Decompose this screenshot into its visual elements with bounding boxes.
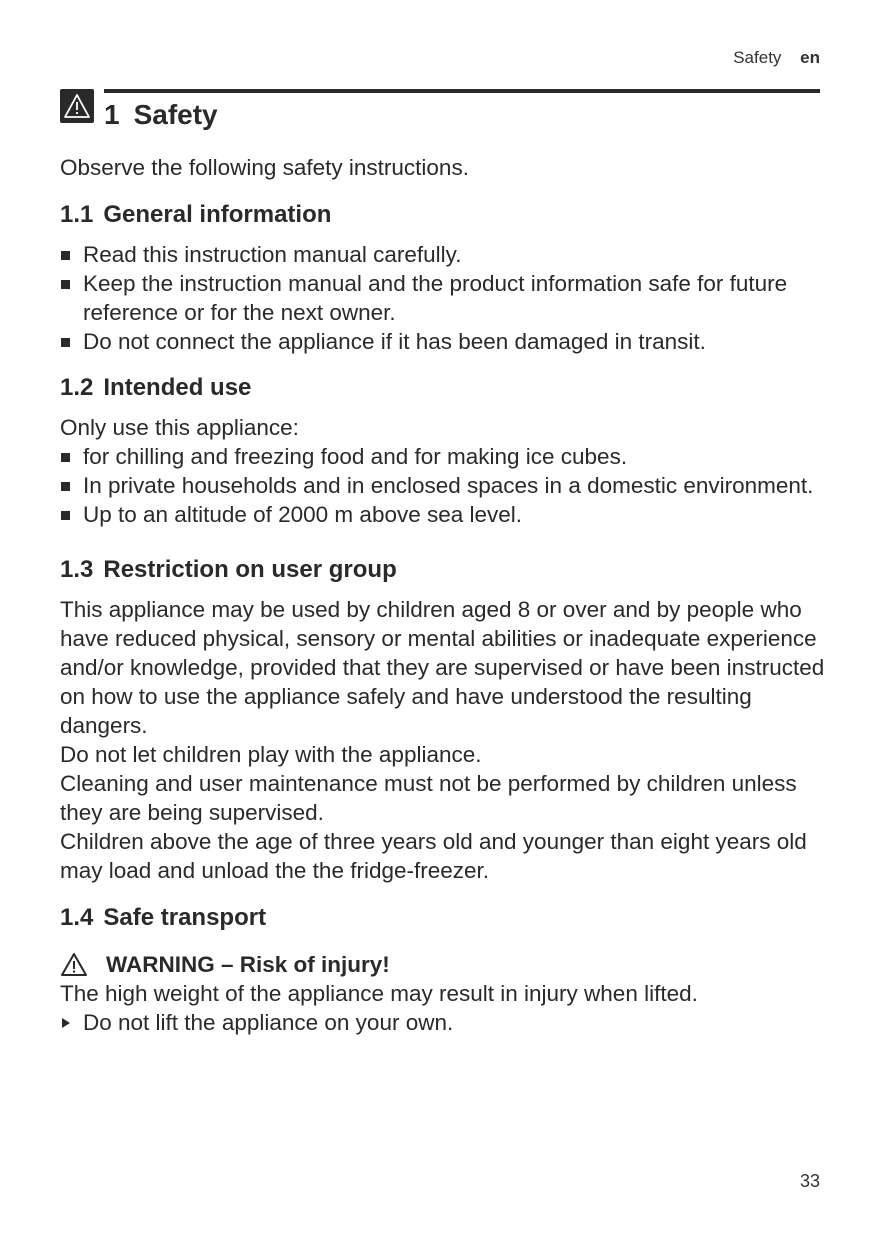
restriction-paragraphs xyxy=(60,595,825,885)
section-title: Intended use xyxy=(103,374,252,401)
running-header xyxy=(733,48,820,68)
list-item: In private households and in enclosed spaces in a domestic environment. xyxy=(60,471,825,500)
chapter-intro: Observe the following safety instructions. xyxy=(60,155,469,180)
warning-title: WARNING – Risk of injury! xyxy=(106,952,390,977)
chapter-title xyxy=(104,99,218,131)
paragraph: Children above the age of three years old and younger than eight years old may load and unload the the fridge-freezer. xyxy=(60,829,807,883)
list-item: Do not connect the appliance if it has been damaged in transit. xyxy=(60,327,825,356)
list-item: Up to an altitude of 2000 m above sea level. xyxy=(60,500,825,529)
section-heading-restriction-on-user-group xyxy=(60,555,825,585)
chapter-title-text: Safety xyxy=(133,99,218,130)
section-heading-general-information xyxy=(60,200,825,230)
warning-heading xyxy=(60,950,825,979)
intended-use-list xyxy=(60,442,825,529)
section-heading-safe-transport xyxy=(60,903,825,933)
section-number: 1.2 xyxy=(60,374,94,401)
list-item: Keep the instruction manual and the product information safe for future reference or for the next owner. xyxy=(60,269,825,327)
section-title: General information xyxy=(103,201,332,228)
paragraph: Do not let children play with the appliance. xyxy=(60,742,482,767)
section-title: Safe transport xyxy=(103,904,267,931)
page-number: 33 xyxy=(799,1171,820,1191)
chapter-rule xyxy=(104,89,820,93)
section-number: 1.1 xyxy=(60,201,94,228)
chapter-number: 1 xyxy=(104,99,120,130)
warning-triangle-icon xyxy=(60,89,94,123)
section-title: Restriction on user group xyxy=(103,556,397,583)
paragraph: Cleaning and user maintenance must not be performed by children unless they are being supervised. xyxy=(60,771,797,825)
section-number: 1.3 xyxy=(60,556,94,583)
running-header-section: Safety xyxy=(733,48,782,67)
list-item: Read this instruction manual carefully. xyxy=(60,240,825,269)
list-item: for chilling and freezing food and for making ice cubes. xyxy=(60,442,825,471)
general-information-list xyxy=(60,240,825,356)
warning-triangle-icon xyxy=(60,952,88,977)
warning-step: Do not lift the appliance on your own. xyxy=(60,1008,825,1037)
running-header-lang: en xyxy=(800,48,820,67)
section-number: 1.4 xyxy=(60,904,94,931)
intended-use-intro: Only use this appliance: xyxy=(60,415,299,440)
paragraph: This appliance may be used by children aged 8 or over and by people who have reduced physical, sensory or mental abilities or inadequate experience and/or knowledge, provided that they are supervised or have been instructed on how to use the appliance safely and have understood the resulting dangers. xyxy=(60,597,825,738)
warning-text: The high weight of the appliance may result in injury when lifted. xyxy=(60,981,698,1006)
section-heading-intended-use xyxy=(60,373,825,403)
page-content xyxy=(60,153,825,1037)
